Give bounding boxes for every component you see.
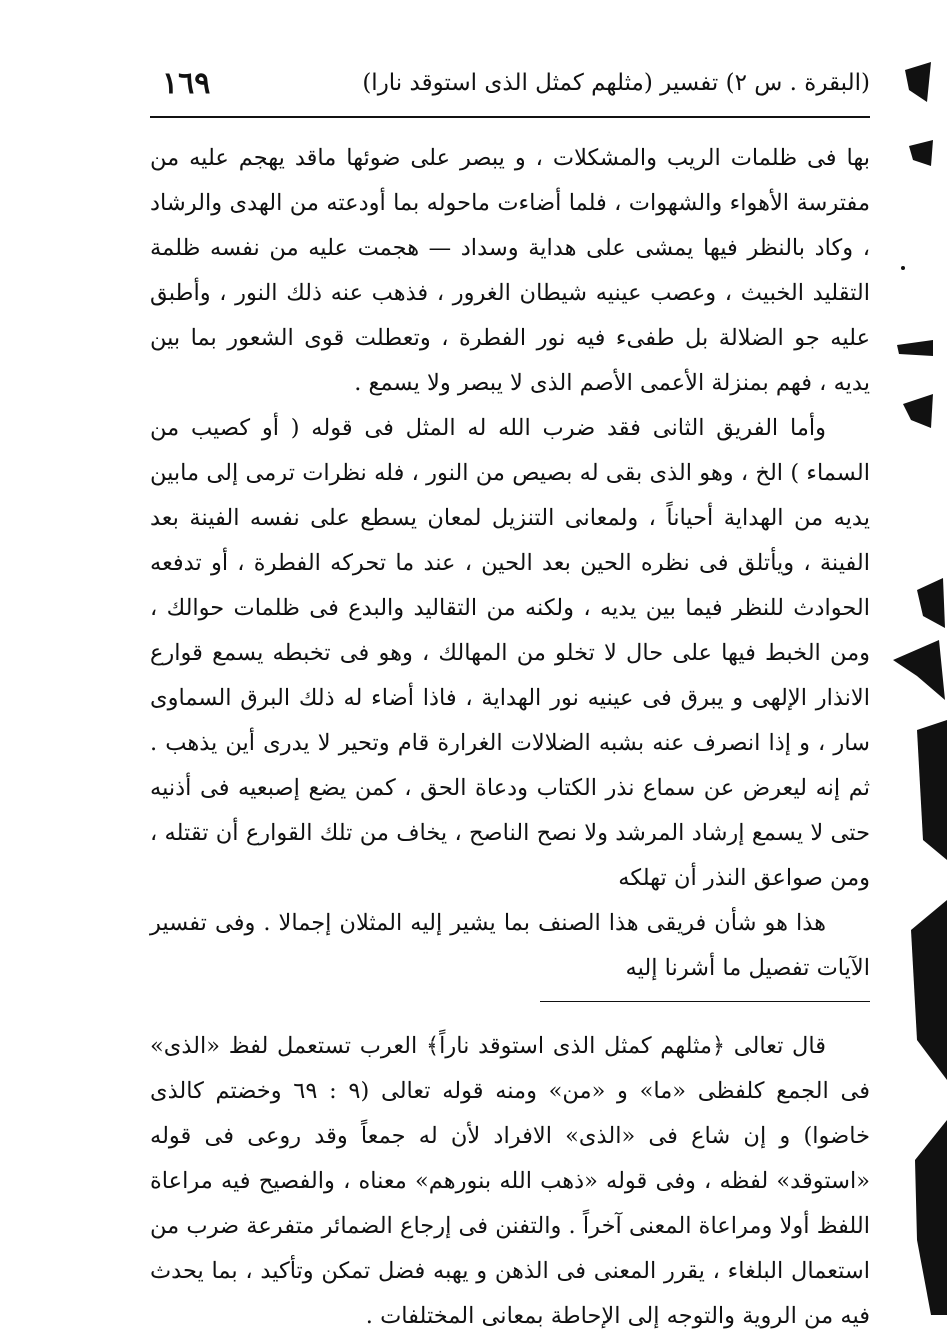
- page-body: [150, 136, 870, 1339]
- page-number: ١٦٩: [162, 66, 211, 101]
- paragraph: بها فى ظلمات الريب والمشكلات ، و يبصر على ضوئها ماقد يهجم عليه من مفترسة الأهواء والشهوات ، فلما أضاءت ماحوله بما أودعته من الهدى والرشاد ، وكاد بالنظر فيها يمشى على هداية وسداد — هجمت عليه من نفسه ظلمة التقليد الخبيث ، وعصب عينيه شيطان الغرور ، فذهب عنه ذلك النور ، وأطبق عليه جو الضلالة بل طفىء فيه نور الفطرة ، وتعطلت قوى الشعور بما بين يديه ، فهم بمنزلة الأعمى الأصم الذى لا يبصر ولا يسمع .: [150, 145, 870, 396]
- paragraph: هذا هو شأن فريقى هذا الصنف بما يشير إليه المثلان إجمالا . وفى تفسير الآيات تفصيل ما أشرنا إليه: [150, 910, 870, 981]
- page-header: [150, 60, 870, 118]
- section-divider: [540, 1001, 870, 1002]
- paragraph: قال تعالى ﴿مثلهم كمثل الذى استوقد ناراً﴾ العرب تستعمل لفظ «الذى» فى الجمع كلفظى «ما» و «من» ومنه قوله تعالى (٩ : ٦٩ وخضتم كالذى خاضوا) و إن شاع فى «الذى» الافراد لأن له جمعاً وقد روعى فى قوله «استوقد» لفظه ، وفى قوله «ذهب الله بنورهم» معناه ، والفصيح فيه مراعاة اللفظ أولا ومراعاة المعنى آخراً . والتفنن فى إرجاع الضمائر متفرعة ضرب من استعمال البلغاء ، يقرر المعنى فى الذهن و يهبه فضل تمكن وتأكيد ، بما يحدث فيه من الروية والتوجه إلى الإحاطة بمعانى المختلفات .: [150, 1033, 870, 1329]
- paragraph: وأما الفريق الثانى فقد ضرب الله له المثل فى قوله ( أو كصيب من السماء ) الخ ، وهو الذى بقى له بصيص من النور ، فله نظرات ترمى إلى مابين يديه من الهداية أحياناً ، ولمعانى التنزيل لمعان يسطع على نفسه الفينة بعد الفينة ، ويأتلق فى نظره الحين بعد الحين ، عند ما تحركه الفطرة ، أو تدفعه الحوادث للنظر فيما بين يديه ، ولكنه من التقاليد والبدع فى ظلمات حوالك ، ومن الخبط فيها على حال لا تخلو من المهالك ، وهو فى تخبطه يسمع قوارع الانذار الإلهى و يبرق فى عينيه نور الهداية ، فاذا أضاء له ذلك البرق السماوى سار ، و إذا انصرف عنه بشبه الضلالات الغرارة قام وتحير لا يدرى أين يذهب . ثم إنه ليعرض عن سماع نذر الكتاب ودعاة الحق ، كمن يضع إصبعيه فى أذنيه حتى لا يسمع إرشاد المرشد ولا نصح الناصح ، يخاف من تلك القوارع أن تقتله ، ومن صواعق النذر أن تهلكه: [150, 415, 870, 891]
- book-page: [150, 60, 870, 1339]
- running-title: (البقرة . س ٢) تفسير (مثلهم كمثل الذى استوقد نارا): [362, 70, 870, 96]
- scan-margin-artifacts: [887, 0, 947, 1315]
